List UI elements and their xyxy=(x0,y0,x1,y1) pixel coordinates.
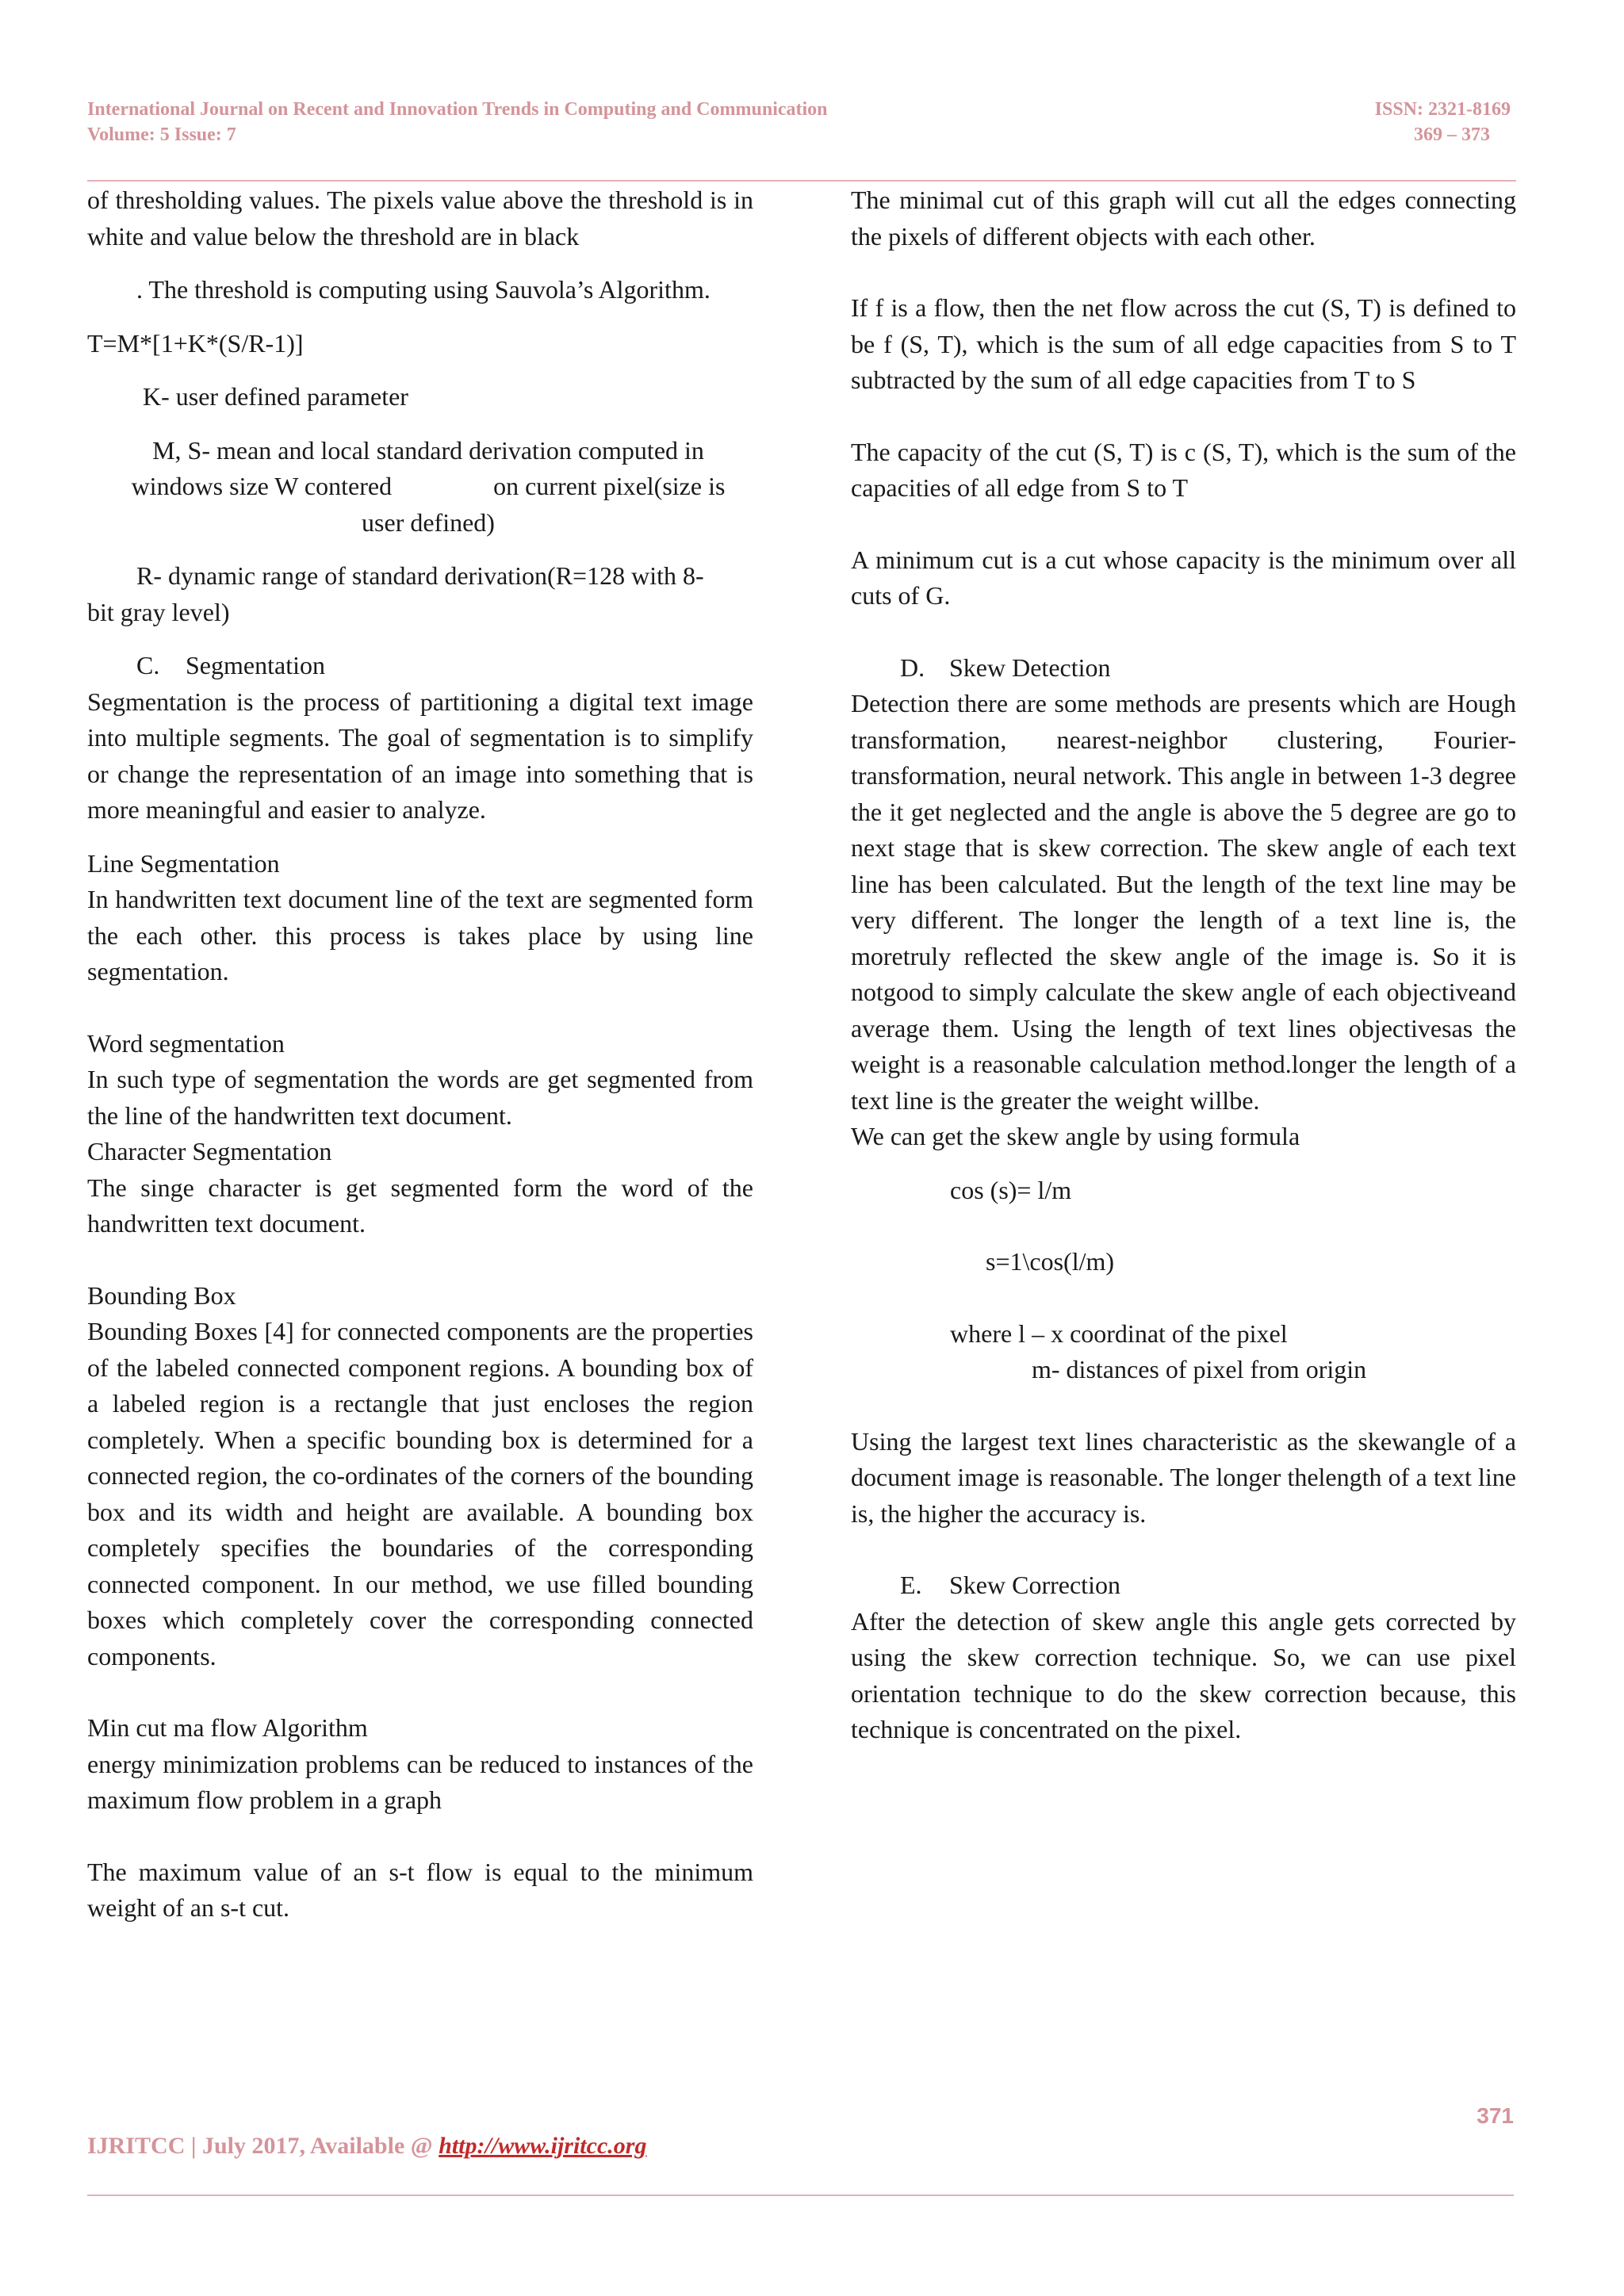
equation-where-l: where l – x coordinat of the pixel xyxy=(950,1318,1288,1348)
page-number: 371 xyxy=(1477,2103,1514,2128)
paragraph: Bounding Boxes [4] for connected components are the properties of the labeled connected component regions. A bounding box of a labeled region is a rectangle that just encloses the region completely. When a specific bounding box is determined for a connected region, the co-ordinates of the corners of the bounding box and its width and height are available. A bounding box completely specifies the boundaries of the corresponding connected component. In our method, we use filled bounding boxes which completely cover the corresponding connected components. xyxy=(87,1317,753,1670)
paragraph: In such type of segmentation the words are get segmented from the line of the handwritten text document. xyxy=(87,1065,753,1130)
equation-where-m: m- distances of pixel from origin xyxy=(1032,1355,1367,1383)
k-definition: K- user defined parameter xyxy=(143,382,408,411)
paragraph: After the detection of skew angle this angle gets corrected by using the skew correction technique. So, we can use pixel orientation technique to do the skew correction because, this technique is concentrated on the pixel. xyxy=(851,1606,1516,1743)
footer-text: IJRITCC | July 2017, Available @ xyxy=(87,2133,439,2159)
paragraph: The capacity of the cut (S, T) is c (S, T), which is the sum of the capacities of all edge from S to T xyxy=(851,437,1516,502)
paragraph: Segmentation is the process of partitioning a digital text image into multiple segments. The goal of segmentation is to simplify or change the representation of an image into something that is more meaningful and easier to analyze. xyxy=(87,687,753,824)
paragraph: energy minimization problems can be reduced to instances of the maximum flow problem in a graph xyxy=(87,1749,753,1814)
ms-definition-line3: user defined) xyxy=(362,507,495,537)
threshold-formula: T=M*[1+K*(S/R-1)] xyxy=(87,328,304,358)
subheading-character-segmentation: Character Segmentation xyxy=(87,1137,332,1165)
page-range: 369 – 373 xyxy=(1414,124,1490,145)
paragraph: In handwritten text document line of the text are segmented form the each other. this process is takes place by using line segmentation. xyxy=(87,885,753,985)
paragraph: The maximum value of an s-t flow is equal to the minimum weight of an s-t cut. xyxy=(87,1857,753,1922)
issn: ISSN: 2321-8169 xyxy=(1374,99,1511,120)
r-definition-line2: bit gray level) xyxy=(87,597,230,626)
paragraph: A minimum cut is a cut whose capacity is the minimum over all cuts of G. xyxy=(851,545,1516,610)
equation-cos: cos (s)= l/m xyxy=(950,1175,1072,1204)
right-column xyxy=(851,182,1516,1748)
paragraph: of thresholding values. The pixels value above the threshold is in white and value below the threshold are in black xyxy=(87,186,753,251)
formula-intro: We can get the skew angle by using formula xyxy=(851,1122,1300,1150)
section-heading-skew-detection: D. Skew Detection xyxy=(900,652,1111,682)
header-divider xyxy=(87,180,1516,182)
running-header xyxy=(87,97,1511,147)
subheading-bounding-box: Bounding Box xyxy=(87,1280,236,1310)
running-footer xyxy=(87,2133,646,2160)
paragraph: Using the largest text lines characteristic as the skewangle of a document image is reasonable. The longer thelength of a text line is, the higher the accuracy is. xyxy=(851,1426,1516,1528)
subheading-line-segmentation: Line Segmentation xyxy=(87,848,280,878)
r-definition-line1: R- dynamic range of standard derivation(R=128 with 8- xyxy=(136,561,704,590)
subheading-word-segmentation: Word segmentation xyxy=(87,1028,285,1058)
left-column xyxy=(87,182,753,1927)
footer-divider xyxy=(87,2195,1514,2196)
paragraph: If f is a flow, then the net flow across the cut (S, T) is defined to be f (S, T), which is the sum of all edge capacities from S to T subtracted by the sum of all edge capacities from T to S xyxy=(851,293,1516,394)
paragraph: The singe character is get segmented form the word of the handwritten text document. xyxy=(87,1173,753,1238)
ms-definition-line1: M, S- mean and local standard derivation computed in xyxy=(152,435,704,465)
section-heading-skew-correction: E. Skew Correction xyxy=(900,1571,1120,1599)
journal-title: International Journal on Recent and Innovation Trends in Computing and Communication xyxy=(87,99,828,120)
paragraph: . The threshold is computing using Sauvola’s Algorithm. xyxy=(136,275,710,304)
paragraph: Detection there are some methods are presents which are Hough transformation, nearest-neighbor clustering, Fourier-transformation, neural network. This angle in between 1-3 degree the it get neglected and the angle is above the 5 degree are go to next stage that is skew correction. The skew angle of each text line has been calculated. But the length of the text line may be very different. The longer the length of a text line is, the moretruly reflected the skew angle of the image is. So it is notgood to simply calculate the skew angle of each objectiveand average them. Using the length of text lines objectivesas the weight is a reasonable calculation method.longer the length of a text line is the greater the weight willbe. xyxy=(851,689,1516,1115)
section-heading-segmentation: C. Segmentation xyxy=(136,651,325,679)
equation-s: s=1\cos(l/m) xyxy=(986,1247,1115,1276)
ms-definition-line2: windows size W contered on current pixel(size is xyxy=(131,472,726,500)
paragraph: The minimal cut of this graph will cut all the edges connecting the pixels of different objects with each other. xyxy=(851,186,1516,251)
subheading-min-cut: Min cut ma flow Algorithm xyxy=(87,1713,368,1742)
volume-issue: Volume: 5 Issue: 7 xyxy=(87,124,236,145)
journal-link[interactable]: http://www.ijritcc.org xyxy=(439,2133,647,2159)
